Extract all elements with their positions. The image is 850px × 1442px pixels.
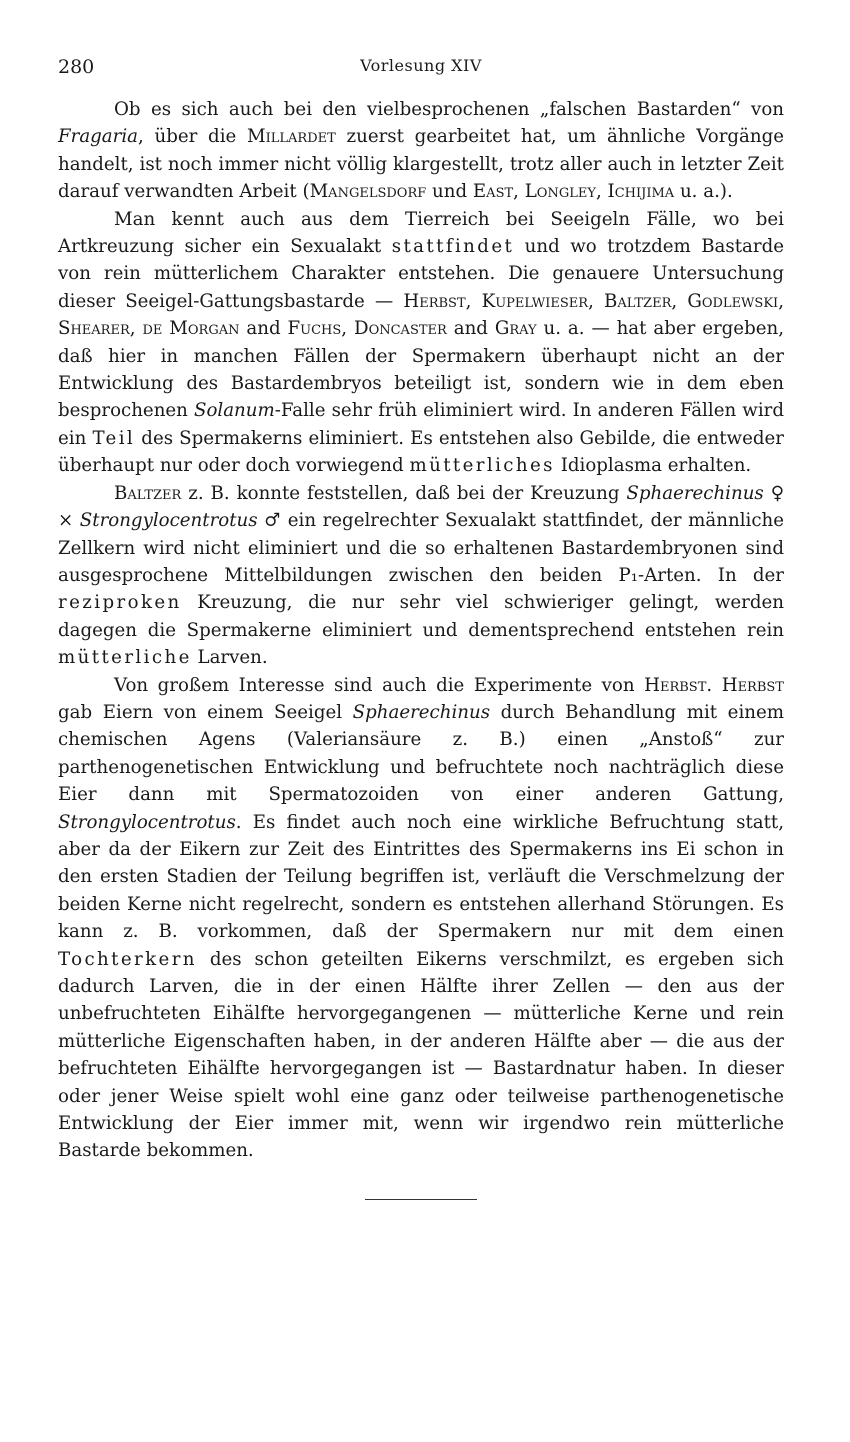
author-name: Ichijima: [607, 181, 675, 203]
text-run: ,: [465, 290, 482, 312]
text-run: u. a. — hat aber ergeben, daß hier in manchen Fällen der Spermakern überhaupt nicht an der Entwicklung des Bastardembryos beteiligt ist, sondern wie in dem eben besprochenen: [58, 318, 784, 422]
text-run: ,: [595, 181, 608, 203]
author-name: East: [472, 181, 514, 203]
text-run: gab Eiern von einem Seeigel: [58, 701, 353, 723]
paragraph-4: [58, 672, 784, 1165]
italic-run: Fragaria: [58, 126, 138, 148]
author-name: Herbst: [403, 290, 466, 312]
text-run: z. B. konnte feststellen, daß bei der Kreuzung: [181, 482, 627, 504]
author-name: Millardet: [247, 126, 336, 148]
text-run: ,: [513, 181, 525, 203]
text-run: und wo trotzdem Bastarde von rein mütterlichem Charakter entstehen. Die genauere Untersuchung dieser Seeigel-Gattungsbastarde —: [58, 236, 784, 312]
author-name: de Morgan: [142, 318, 240, 340]
text-run: des schon geteilten Eikerns verschmilzt, es ergeben sich dadurch Larven, die in der einen Hälfte ihrer Zellen — den aus der unbefruchteten Eihälfte hervorgegangenen — mütterliche Kerne und rein mütterliche Eigenschaften haben, in der anderen Hälfte aber — die aus der befruchteten Eihälfte hervorgegangen ist — Bastardnatur haben. In dieser oder jener Weise spielt wohl eine ganz oder teilweise parthenogenetische Entwicklung der Eier immer mit, wenn wir irgendwo rein mütterliche Bastarde bekommen.: [58, 948, 784, 1162]
text-run: Kreuzung, die nur sehr viel schwieriger gelingt, werden dagegen die Spermakerne eliminiert und dementsprechend entstehen rein: [58, 592, 784, 641]
text-run: ,: [129, 318, 143, 340]
text-run: ,: [778, 290, 784, 312]
author-name: Herbst: [644, 674, 707, 696]
text-run: and: [239, 318, 288, 340]
text-run: Von großem Interesse sind auch die Experimente von: [114, 674, 645, 696]
spaced-emphasis: mütterliches: [409, 455, 555, 477]
body-text: [58, 96, 784, 1165]
paragraph-3: [58, 480, 784, 672]
author-name: Shearer: [58, 318, 130, 340]
author-name: Mangelsdorf: [309, 181, 427, 203]
book-page: [58, 52, 784, 1200]
text-run: ,: [671, 290, 688, 312]
paragraph-1: [58, 96, 784, 206]
author-name: Doncaster: [354, 318, 447, 340]
spaced-emphasis: Tochterkern: [58, 948, 197, 970]
page-header: [58, 52, 784, 82]
author-name: Longley: [524, 181, 596, 203]
italic-run: Solanum: [193, 400, 275, 422]
spaced-emphasis: mütterliche: [58, 647, 192, 669]
text-run: and: [446, 318, 495, 340]
italic-run: Strongylocentrotus: [58, 811, 236, 833]
text-run: und: [426, 181, 473, 203]
text-run: Man kennt auch aus dem Tierreich bei Seeigeln Fälle, wo bei Artkreuzung sicher ein Sexualakt: [58, 208, 784, 258]
text-run: Larven.: [191, 647, 268, 669]
author-name: Godlewski: [687, 290, 779, 312]
italic-run: Sphaerechinus: [626, 482, 764, 504]
text-run: . Es findet auch noch eine wirkliche Befruchtung statt, aber da der Eikern zur Zeit des Eintrittes des Spermakerns ins Ei schon in den ersten Stadien der Teilung begriffen ist, verläuft die Verschmelzung der beiden Kerne nicht regelrecht, sondern es entstehen allerhand Störungen. Es kann z. B. vorkommen, daß der Spermakern nur mit dem einen: [58, 811, 784, 943]
text-run: ,: [588, 290, 605, 312]
author-name: Fuchs: [287, 318, 342, 340]
italic-run: Strongylocentrotus: [79, 510, 258, 532]
paragraph-2: [58, 206, 784, 480]
spaced-emphasis: Teil: [92, 427, 136, 449]
text-run: des Spermakerns eliminiert. Es entstehen also Gebilde, die entweder überhaupt nur oder doch vorwiegend: [58, 427, 784, 477]
author-name: Baltzer: [604, 290, 672, 312]
spaced-emphasis: reziproken: [58, 592, 182, 614]
text-run: durch Behandlung mit einem chemischen Agens (Valeriansäure z. B.) einen „Anstoß“ zur parthenogenetischen Entwicklung und befruchtete noch nachträglich diese Eier dann mit Spermatozoiden von einer anderen Gattung,: [58, 701, 784, 806]
page-number: 280: [58, 56, 95, 78]
text-run: .: [706, 674, 722, 696]
text-run: ♀ ×: [58, 482, 784, 532]
text-run: Ob es sich auch bei den vielbesprochenen „falschen Bastarden“ von: [114, 99, 784, 120]
running-head: Vorlesung XIV: [360, 56, 482, 75]
spaced-emphasis: stattfindet: [391, 236, 515, 258]
italic-run: Sphaerechinus: [352, 701, 491, 723]
text-run: ,: [341, 318, 354, 340]
text-run: u. a.).: [674, 181, 733, 203]
author-name: Herbst: [721, 674, 784, 696]
text-run: Idioplasma erhalten.: [554, 455, 752, 477]
text-run: -Falle sehr früh eliminiert wird. In anderen Fällen wird ein: [58, 400, 784, 449]
author-name: Kupelwieser: [481, 290, 589, 312]
text-run: ♂ ein regelrechter Sexualakt stattfindet, der männliche Zellkern wird nicht eliminiert und die so erhaltenen Bastardembryonen sind ausgesprochene Mittelbildungen zwischen den beiden P₁-Arten. In der: [58, 510, 784, 586]
text-run: , über die: [138, 126, 247, 148]
text-run: zuerst gearbeitet hat, um ähnliche Vorgänge handelt, ist noch immer nicht völlig klargestellt, trotz aller auch in letzter Zeit darauf verwandten Arbeit (: [58, 126, 784, 203]
section-end-rule: [365, 1199, 477, 1200]
author-name: Baltzer: [114, 482, 182, 504]
author-name: Gray: [494, 318, 537, 340]
